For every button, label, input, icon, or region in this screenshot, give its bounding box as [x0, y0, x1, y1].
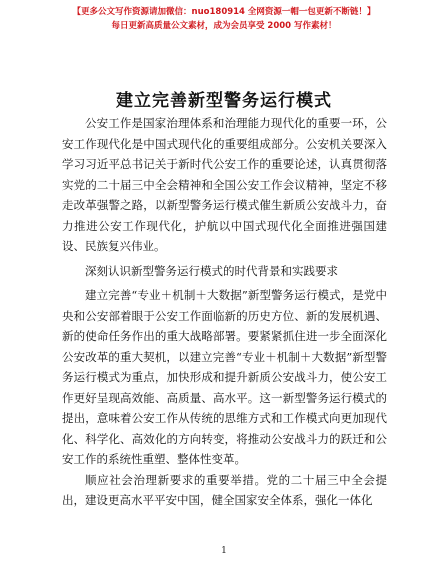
body-paragraph: 建立完善“专业＋机制＋大数据”新型警务运行模式，是党中央和公安部着眼于公安工作面临新的历史方位、新的发展机遇、新的使命任务作出的重大战略部署。要紧紧抓住进一步全面深化公安改革的重大契机，以建立完善“专业＋机制＋大数据”新型警务运行模式为重点，加快形成和提升新质公安战斗力，使公安工作更好呈现高效能、高质量、高水平。这一新型警务运行模式的提出，意味着公安工作从传统的思维方式和工作模式向更加现代化、科学化、高效化的方向转变，将推动公安战斗力的跃迁和公安工作的系统性重塑、整体性变革。 [62, 288, 387, 466]
promo-banner-line-1: 【更多公文写作资源请加微信：nuo180914 全网资源一帽一包更新不断链！】 [72, 7, 376, 17]
document-body [62, 113, 387, 511]
page-number: 1 [221, 546, 227, 556]
promo-banner-line-2: 每日更新高质量公文素材，成为会员享受 2000 写作素材！ [111, 21, 337, 31]
intro-paragraph: 公安工作是国家治理体系和治理能力现代化的重要一环，公安工作现代化是中国式现代化的重要组成部分。公安机关要深入学习习近平总书记关于新时代公安工作的重要论述，认真贯彻落实党的二十届三中全会精神和全国公安工作会议精神，坚定不移走改革强警之路，以新型警务运行模式催生新质公安战斗力，奋力推进公安工作现代化，护航以中国式现代化全面推进强国建设、民族复兴伟业。 [62, 116, 387, 253]
section-heading: 深刻认识新型警务运行模式的时代背景和实践要求 [85, 263, 338, 278]
document-title: 建立完善新型警务运行模式 [116, 91, 332, 111]
body-paragraph-continued: 顺应社会治理新要求的重要举措。党的二十届三中全会提出，建设更高水平平安中国，健全国家安全体系，强化一体化 [62, 472, 387, 507]
